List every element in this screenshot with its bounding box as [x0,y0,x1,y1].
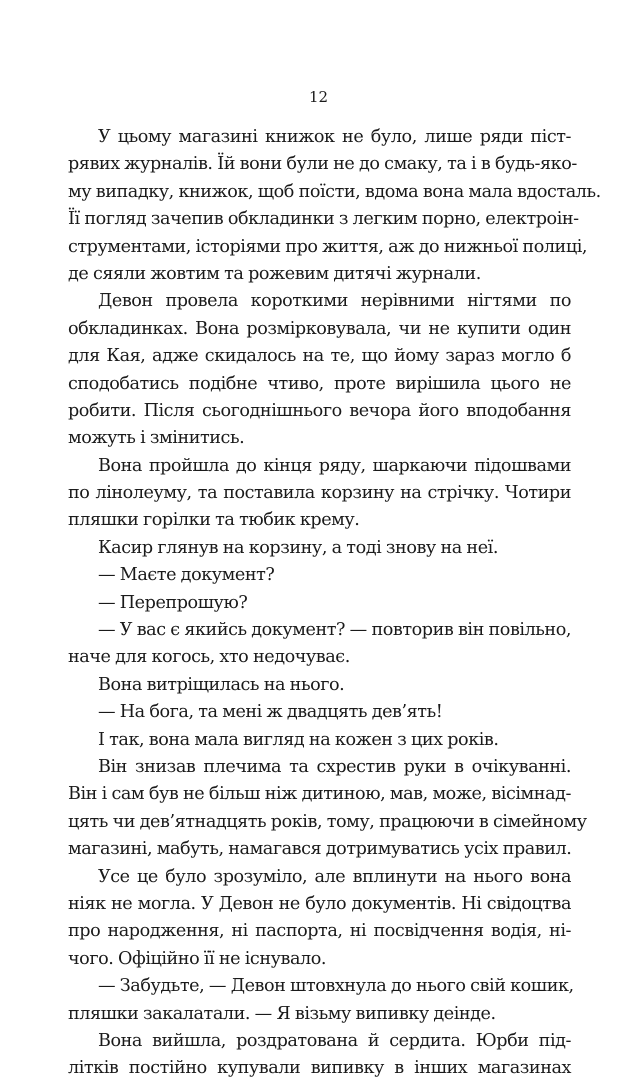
text-line: пляшки закалатали. — Я візьму випивку деінде. [68,1003,496,1024]
text-line: Вона витріщилась на нього. [98,674,345,695]
text-line: можуть і змінитись. [68,428,245,449]
text-line: рявих журналів. Їй вони були не до смаку, та і в будь-яко- [68,154,577,175]
text-line: Вона вийшла, роздратована й сердита. Юрби під- [98,1030,571,1051]
text-line: Її погляд зачепив обкладинки з легким порно, електроін- [68,209,579,230]
text-line: Він знизав плечима та схрестив руки в очікуванні. [98,756,571,777]
text-line: по лінолеуму, та поставила корзину на стрічку. Чотири [68,483,571,504]
text-line: про народження, ні паспорта, ні посвідчення водія, ні- [68,921,571,942]
text-line: І так, вона мала вигляд на кожен з цих років. [98,729,499,750]
text-line: сподобатись подібне чтиво, проте вирішила цього не [68,373,571,394]
text-line: Усе це було зрозуміло, але вплинути на нього вона [98,866,571,887]
text-line: літків постійно купували випивку в інших магазинах [68,1058,571,1079]
text-line: струментами, історіями про життя, аж до нижньої полиці, [68,236,588,257]
text-line: чого. Офіційно її не існувало. [68,948,327,969]
text-line: де сяяли жовтим та рожевим дитячі журнали. [68,263,481,284]
text-line: Вона пройшла до кінця ряду, шаркаючи підошвами [98,455,571,476]
text-line: пляшки горілки та тюбик крему. [68,510,360,531]
text-line: Касир глянув на корзину, а тоді знову на неї. [98,537,498,558]
text-line: — Маєте документ? [98,565,275,586]
body-text [68,124,601,1083]
text-line: У цьому магазині книжок не було, лише ряди піст- [98,127,571,147]
text-line: обкладинках. Вона розмірковувала, чи не купити один [68,318,571,339]
text-line: — Перепрошую? [98,592,248,613]
text-line: магазині, мабуть, намагався дотримуватись усіх правил. [68,839,572,860]
text-line: Девон провела короткими нерівними нігтями по [98,291,571,312]
text-line: ніяк не могла. У Девон не було документів. Ні свідоцтва [68,893,571,914]
page-number: 12 [308,88,329,106]
text-line: для Кая, адже скидалось на те, що йому зараз могло б [68,346,571,367]
text-line: Він і сам був не більш ніж дитиною, мав, може, вісімнад- [68,784,571,805]
text-line: наче для когось, хто недочуває. [68,647,350,668]
text-line: — У вас є якийсь документ? — повторив він повільно, [98,620,571,641]
text-line: робити. Після сьогоднішнього вечора його вподобання [68,400,571,421]
text-line: му випадку, книжок, щоб поїсти, вдома вона мала вдосталь. [68,181,601,202]
text-line: цять чи дев’ятнадцять років, тому, працюючи в сімейному [68,811,587,832]
text-line: — Забудьте, — Девон штовхнула до нього свій кошик, [98,976,574,997]
text-line: — На бога, та мені ж двадцять дев’ять! [98,702,443,723]
